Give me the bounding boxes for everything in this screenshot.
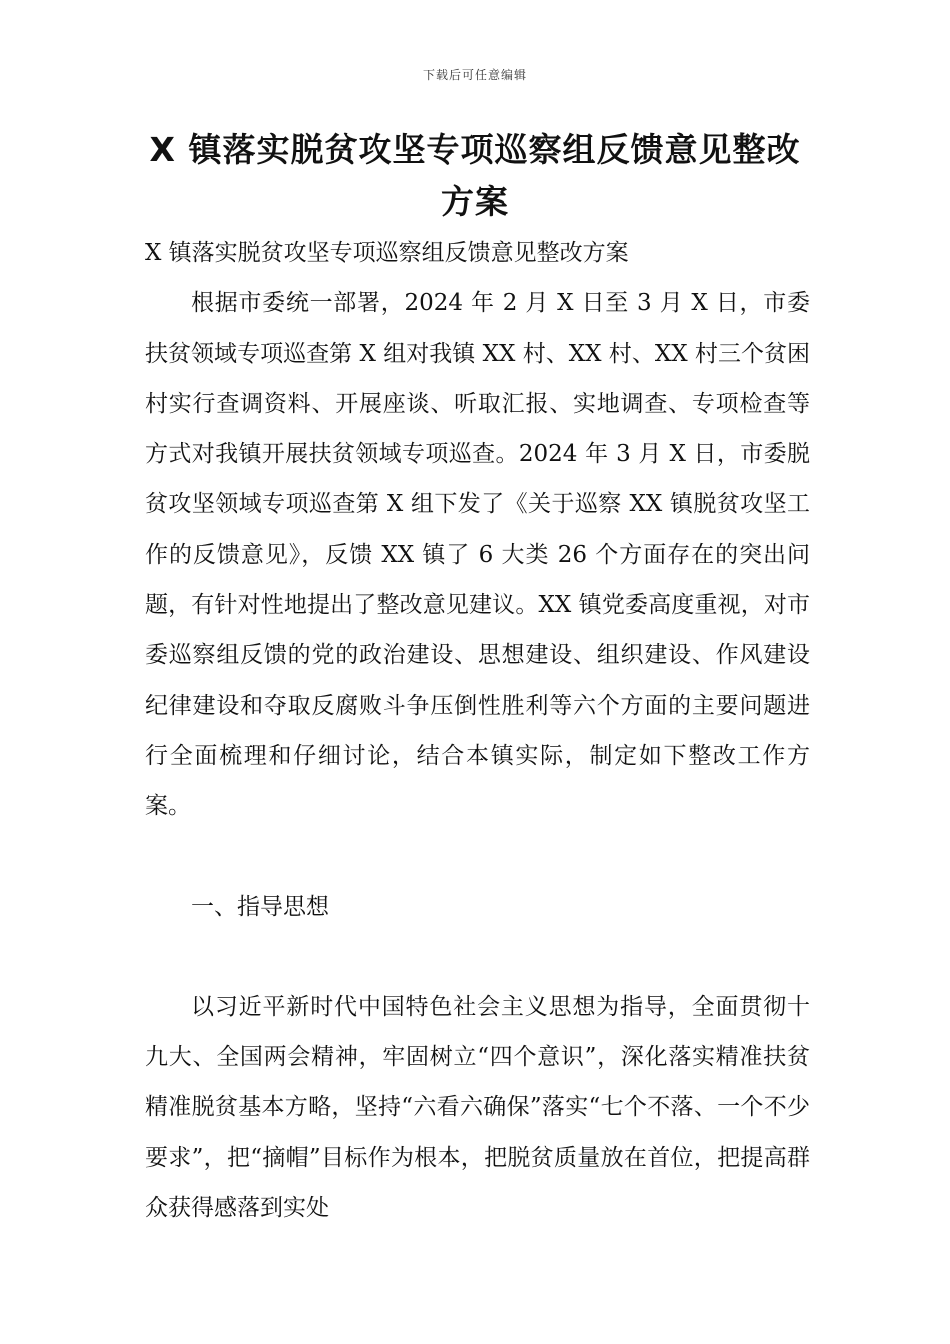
blank-line: [145, 832, 810, 882]
title-line-2: 方案: [441, 182, 509, 221]
intro-paragraph: 根据市委统一部署，2024 年 2 月 X 日至 3 月 X 日，市委扶贫领域专项巡查第 X 组对我镇 XX 村、XX 村、XX 村三个贫困村实行查调资料、开展座谈、听取汇报、实地调查、专项检查等方式对我镇开展扶贫领域专项巡查。2024 年 3 月 X 日，市委脱贫攻坚领域专项巡查第 X 组下发了《关于巡察 XX 镇脱贫攻坚工作的反馈意见》，反馈 XX 镇了 6 大类 26 个方面存在的突出问题，有针对性地提出了整改意见建议。XX 镇党委高度重视，对市委巡察组反馈的党的政治建设、思想建设、组织建设、作风建设纪律建设和夺取反腐败斗争压倒性胜利等六个方面的主要问题进行全面梳理和仔细讨论，结合本镇实际，制定如下整改工作方案。: [145, 290, 810, 820]
document-subtitle: X 镇落实脱贫攻坚专项巡察组反馈意见整改方案: [145, 240, 629, 266]
guiding-ideology-paragraph: 以习近平新时代中国特色社会主义思想为指导，全面贯彻十九大、全国两会精神，牢固树立“四个意识”，深化落实精准扶贫精准脱贫基本方略，坚持“六看六确保”落实“七个不落、一个不少要求”，把“摘帽”目标作为根本，把脱贫质量放在首位，把提高群众获得感落到实处: [145, 993, 810, 1222]
title-line-1: X 镇落实脱贫攻坚专项巡察组反馈意见整改: [149, 130, 801, 169]
document-body: [145, 228, 810, 1233]
section-heading-guiding-ideology: 一、指导思想: [191, 893, 329, 920]
document-title: [120, 124, 830, 228]
header-note: 下载后可任意编辑: [422, 68, 527, 82]
blank-line: [145, 932, 810, 982]
